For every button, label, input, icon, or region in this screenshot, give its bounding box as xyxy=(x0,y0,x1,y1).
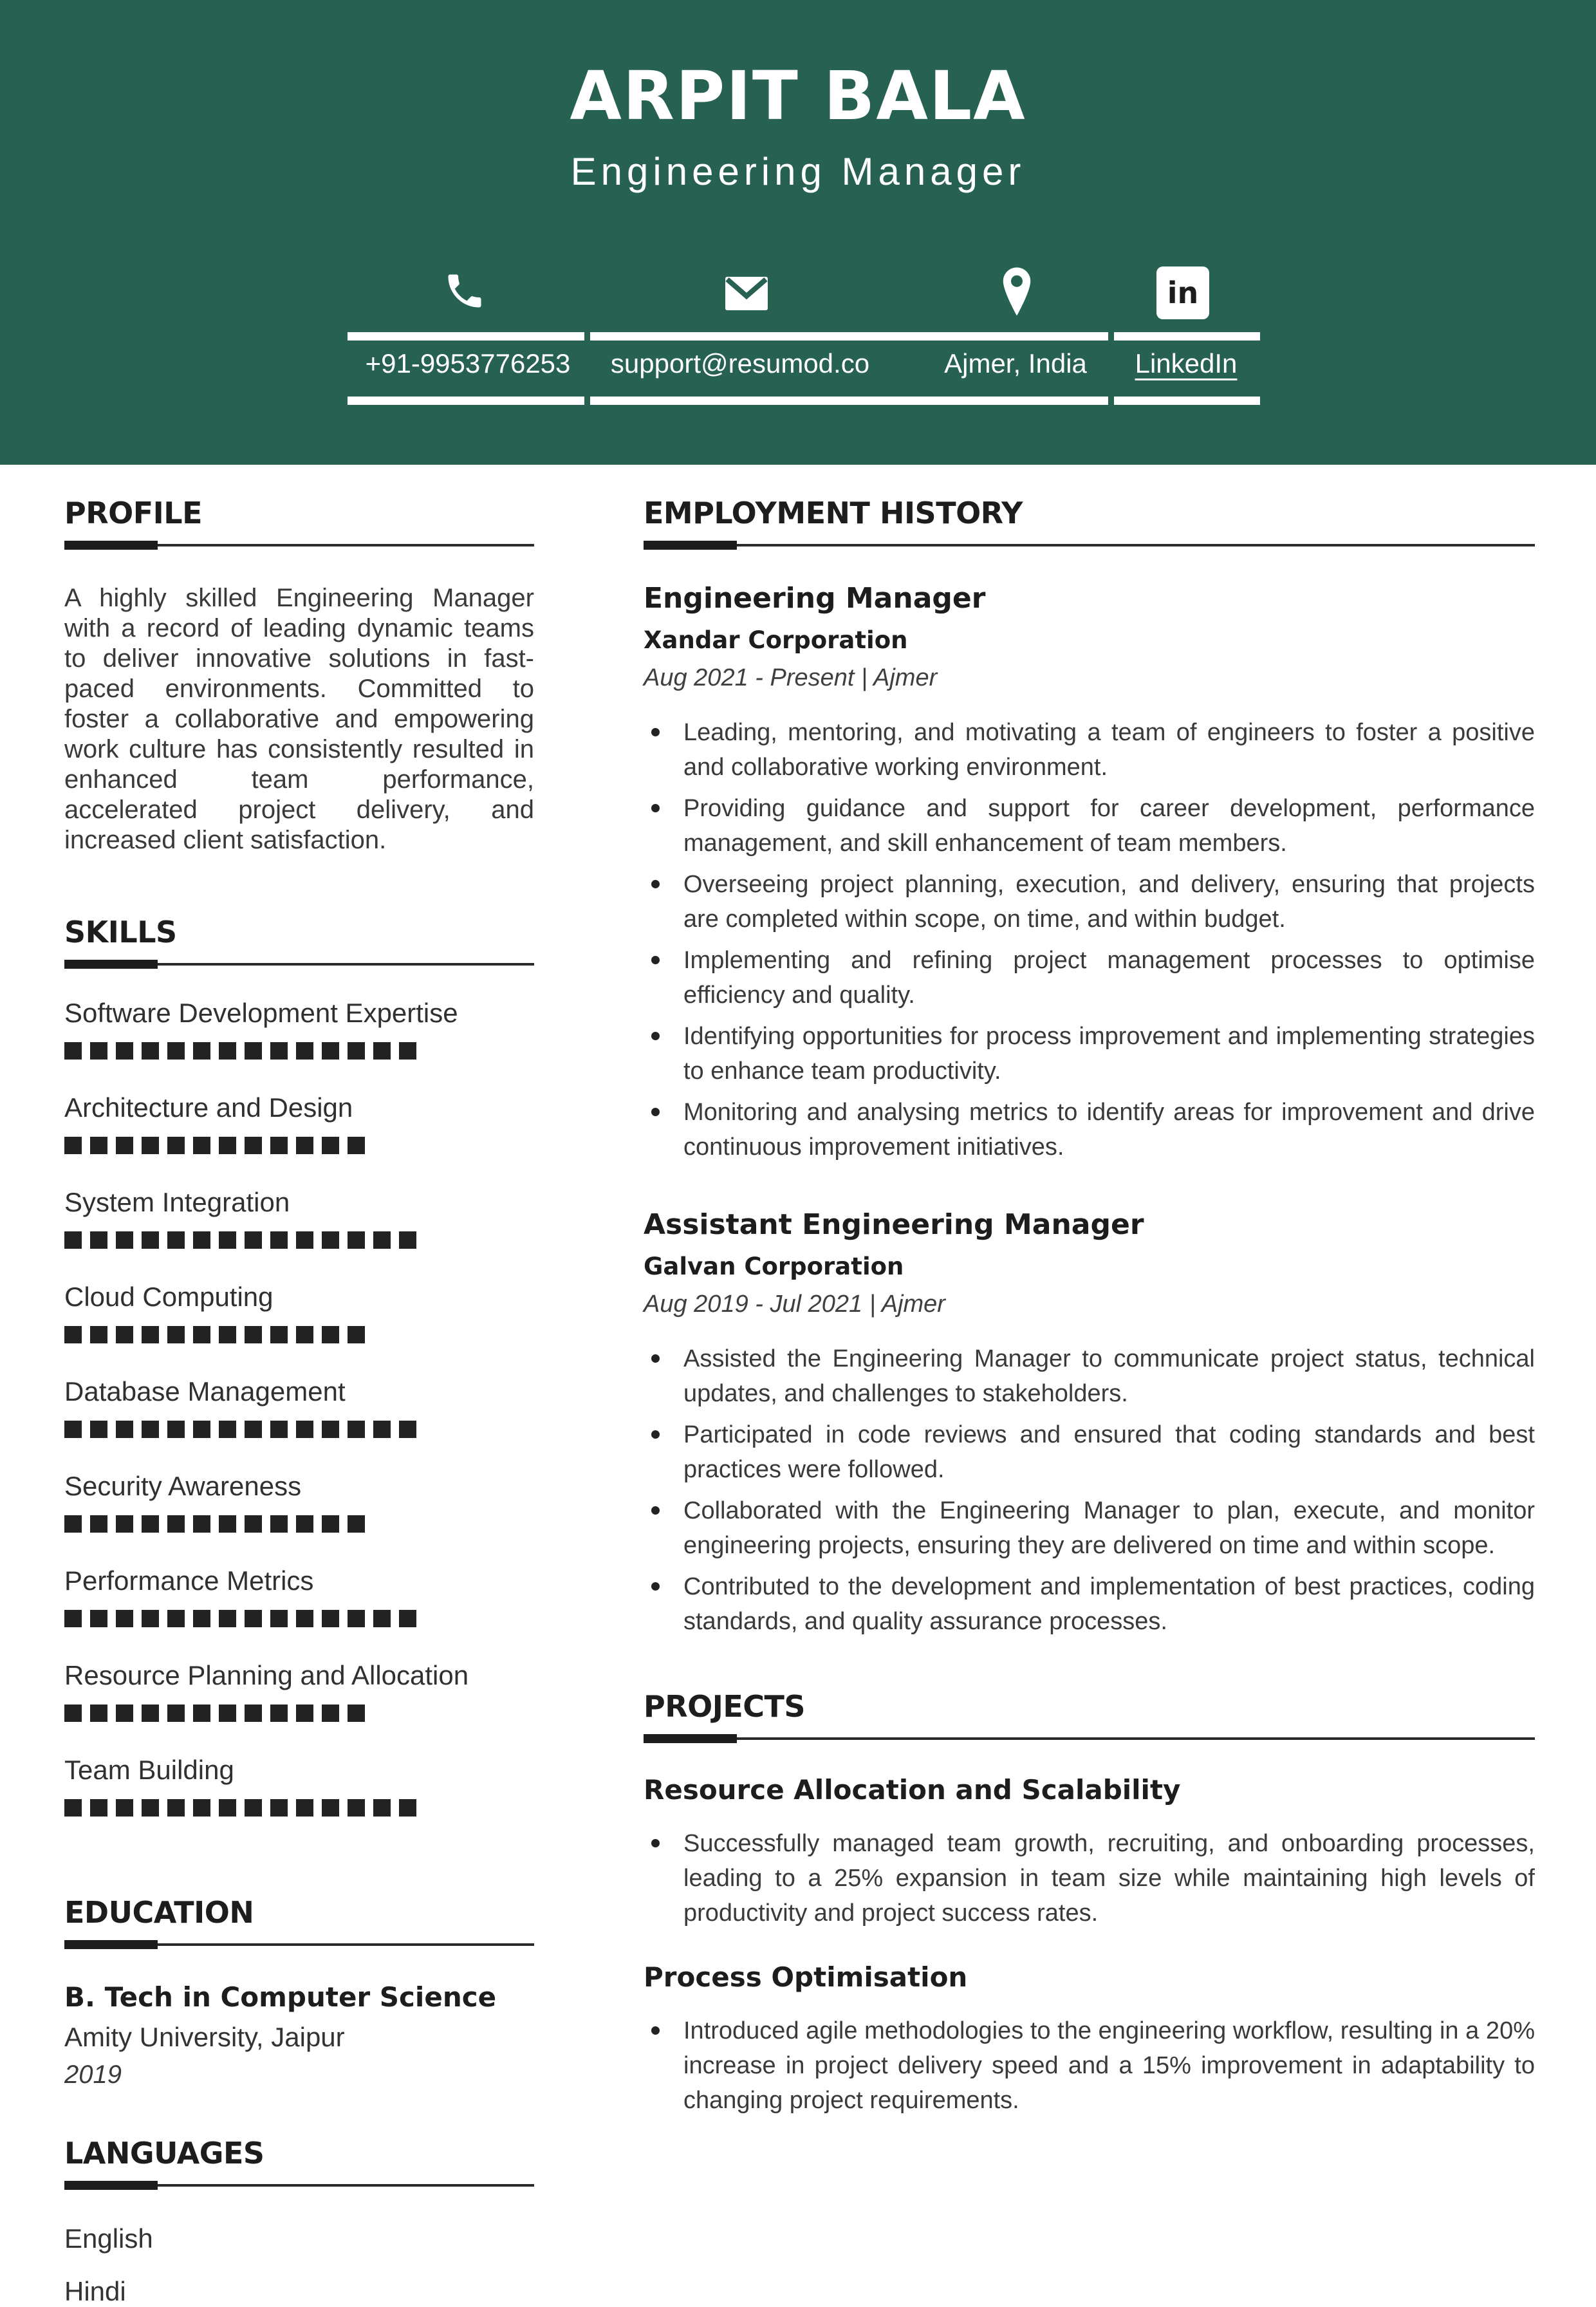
education-heading: EDUCATION xyxy=(64,1895,254,1930)
skill-square xyxy=(193,1231,210,1249)
skill-square xyxy=(348,1137,365,1154)
languages-section xyxy=(64,2136,534,2307)
skill-item xyxy=(64,1755,534,1826)
skill-square xyxy=(296,1326,313,1343)
skill-square xyxy=(270,1610,288,1627)
skill-square xyxy=(399,1799,416,1817)
bullet-item: Successfully managed team growth, recruiting, and onboarding processes, leading to a 25% expansion in team size while maintaining high levels of productivity and project success rates. xyxy=(644,1826,1535,1930)
skill-square xyxy=(270,1799,288,1817)
skill-square xyxy=(64,1231,82,1249)
skill-square xyxy=(90,1042,107,1060)
project-entry xyxy=(644,1774,1535,1930)
bullet-item: Overseeing project planning, execution, and delivery, ensuring that projects are completed within scope, on time, and within budget. xyxy=(644,867,1535,937)
skill-square xyxy=(322,1610,339,1627)
skill-square xyxy=(193,1326,210,1343)
skill-square xyxy=(270,1042,288,1060)
profile-section xyxy=(64,496,534,855)
skill-square xyxy=(167,1705,185,1722)
skill-square xyxy=(270,1515,288,1533)
skill-level-bar xyxy=(64,1799,534,1826)
skill-square xyxy=(116,1231,133,1249)
skill-square xyxy=(90,1421,107,1438)
employment-section xyxy=(644,496,1535,1639)
skill-square xyxy=(270,1421,288,1438)
skill-square xyxy=(219,1705,236,1722)
skills-heading: SKILLS xyxy=(64,915,177,949)
skill-square xyxy=(296,1799,313,1817)
skill-square xyxy=(219,1610,236,1627)
job-bullet-list xyxy=(644,1341,1535,1639)
skills-list xyxy=(64,998,534,1826)
skill-level-bar xyxy=(64,1137,534,1163)
heading-rule xyxy=(64,541,534,550)
job-entry xyxy=(644,1208,1535,1639)
job-entry xyxy=(644,582,1535,1164)
language-item: English xyxy=(64,2223,153,2254)
skill-level-bar xyxy=(64,1326,534,1352)
bullet-item: Implementing and refining project management processes to optimise efficiency and quality. xyxy=(644,943,1535,1013)
divider-line xyxy=(1114,332,1260,341)
languages-list xyxy=(64,2223,534,2307)
skill-square xyxy=(399,1231,416,1249)
skill-square xyxy=(90,1515,107,1533)
skill-square xyxy=(348,1515,365,1533)
skill-name: Security Awareness xyxy=(64,1471,302,1501)
skill-square xyxy=(167,1042,185,1060)
skill-square xyxy=(167,1515,185,1533)
skill-square xyxy=(219,1326,236,1343)
skill-square xyxy=(219,1231,236,1249)
skill-square xyxy=(142,1042,159,1060)
header-banner xyxy=(0,0,1596,465)
mail-icon xyxy=(725,277,768,310)
skill-square xyxy=(90,1326,107,1343)
projects-section xyxy=(644,1689,1535,2118)
skill-square xyxy=(348,1421,365,1438)
job-dates-location: Aug 2021 - Present | Ajmer xyxy=(644,664,938,691)
skill-square xyxy=(270,1326,288,1343)
profile-text: A highly skilled Engineering Manager with a record of leading dynamic teams to deliver innovative solutions in fast-paced environments. Committed to foster a collaborative and empowering work culture has consistently resulted in enhanced team performance, accelerated project delivery, and increased client satisfaction. xyxy=(64,584,534,854)
skill-square xyxy=(270,1137,288,1154)
skill-square xyxy=(245,1042,262,1060)
project-bullet-list xyxy=(644,2013,1535,2118)
skill-square xyxy=(245,1326,262,1343)
skill-square xyxy=(322,1137,339,1154)
skill-square xyxy=(296,1610,313,1627)
location-pin-icon xyxy=(998,266,1036,317)
job-title: Engineering Manager xyxy=(644,582,986,615)
employment-heading: EMPLOYMENT HISTORY xyxy=(644,496,1023,530)
skill-item xyxy=(64,1661,534,1731)
skill-square xyxy=(219,1515,236,1533)
skill-square xyxy=(116,1137,133,1154)
skill-square xyxy=(116,1326,133,1343)
job-dates-location: Aug 2019 - Jul 2021 | Ajmer xyxy=(644,1291,945,1318)
divider-line xyxy=(348,332,584,341)
bullet-item: Leading, mentoring, and motivating a team of engineers to foster a positive and collaborative working environment. xyxy=(644,715,1535,785)
skill-square xyxy=(167,1610,185,1627)
bullet-item: Participated in code reviews and ensured that coding standards and best practices were followed. xyxy=(644,1417,1535,1487)
skill-item xyxy=(64,1188,534,1258)
skill-square xyxy=(245,1421,262,1438)
project-entry xyxy=(644,1961,1535,2118)
skill-square xyxy=(245,1705,262,1722)
skill-square xyxy=(373,1799,391,1817)
skill-square xyxy=(296,1515,313,1533)
project-title: Process Optimisation xyxy=(644,1961,968,1993)
projects-list xyxy=(644,1774,1535,2118)
skill-square xyxy=(193,1042,210,1060)
skill-square xyxy=(193,1137,210,1154)
skill-square xyxy=(348,1326,365,1343)
skill-item xyxy=(64,1566,534,1636)
skill-item xyxy=(64,1093,534,1163)
skill-square xyxy=(219,1799,236,1817)
skill-level-bar xyxy=(64,1705,534,1731)
divider-line xyxy=(590,397,1108,405)
skills-section xyxy=(64,915,534,1826)
skill-square xyxy=(296,1705,313,1722)
skill-square xyxy=(270,1231,288,1249)
skill-square xyxy=(167,1231,185,1249)
skill-square xyxy=(142,1231,159,1249)
skill-square xyxy=(142,1705,159,1722)
skill-square xyxy=(90,1705,107,1722)
jobs-container xyxy=(644,582,1535,1639)
job-company: Galvan Corporation xyxy=(644,1253,904,1280)
skill-square xyxy=(348,1705,365,1722)
profile-heading: PROFILE xyxy=(64,496,203,530)
linkedin-icon-text: in xyxy=(1156,266,1209,319)
skill-square xyxy=(348,1042,365,1060)
skill-square xyxy=(64,1610,82,1627)
skill-name: Architecture and Design xyxy=(64,1092,353,1123)
skill-square xyxy=(90,1137,107,1154)
skill-square xyxy=(142,1326,159,1343)
person-title: Engineering Manager xyxy=(570,150,1026,193)
skill-square xyxy=(322,1326,339,1343)
skill-item xyxy=(64,1282,534,1352)
skill-level-bar xyxy=(64,1231,534,1258)
skill-square xyxy=(322,1231,339,1249)
skill-square xyxy=(193,1705,210,1722)
skill-square xyxy=(193,1515,210,1533)
skill-square xyxy=(142,1421,159,1438)
skill-square xyxy=(348,1799,365,1817)
skill-name: Software Development Expertise xyxy=(64,998,458,1028)
skill-square xyxy=(193,1799,210,1817)
skill-square xyxy=(193,1610,210,1627)
projects-heading: PROJECTS xyxy=(644,1689,806,1724)
skill-square xyxy=(167,1326,185,1343)
project-title: Resource Allocation and Scalability xyxy=(644,1774,1181,1806)
skill-square xyxy=(245,1610,262,1627)
contact-email: support@resumod.co xyxy=(610,348,870,378)
bullet-item: Contributed to the development and implementation of best practices, coding standards, and quality assurance processes. xyxy=(644,1569,1535,1639)
skill-square xyxy=(296,1421,313,1438)
skill-square xyxy=(245,1799,262,1817)
divider-line xyxy=(590,332,1108,341)
bullet-item: Monitoring and analysing metrics to identify areas for improvement and drive continuous improvement initiatives. xyxy=(644,1095,1535,1164)
skill-item xyxy=(64,998,534,1069)
skill-square xyxy=(245,1231,262,1249)
skill-level-bar xyxy=(64,1515,534,1542)
skill-square xyxy=(116,1799,133,1817)
skill-square xyxy=(245,1137,262,1154)
skill-square xyxy=(116,1515,133,1533)
divider-line xyxy=(1114,397,1260,405)
skill-square xyxy=(90,1231,107,1249)
skill-square xyxy=(296,1137,313,1154)
skill-square xyxy=(167,1421,185,1438)
right-column xyxy=(644,496,1535,2307)
skill-square xyxy=(142,1137,159,1154)
skill-square xyxy=(399,1421,416,1438)
skill-square xyxy=(90,1799,107,1817)
skill-name: Performance Metrics xyxy=(64,1565,314,1596)
skill-square xyxy=(142,1515,159,1533)
bullet-item: Introduced agile methodologies to the engineering workflow, resulting in a 20% increase in project delivery speed and a 15% improvement in adaptability to changing project requirements. xyxy=(644,2013,1535,2118)
skill-level-bar xyxy=(64,1421,534,1447)
education-year: 2019 xyxy=(64,2060,122,2089)
skill-square xyxy=(219,1042,236,1060)
job-bullet-list xyxy=(644,715,1535,1164)
skill-name: Resource Planning and Allocation xyxy=(64,1660,469,1690)
heading-rule xyxy=(644,541,1535,550)
skill-square xyxy=(64,1326,82,1343)
skill-square xyxy=(116,1610,133,1627)
skill-square xyxy=(64,1515,82,1533)
skill-square xyxy=(399,1042,416,1060)
language-item: Hindi xyxy=(64,2276,126,2306)
languages-heading: LANGUAGES xyxy=(64,2136,264,2171)
skill-square xyxy=(193,1421,210,1438)
skill-level-bar xyxy=(64,1610,534,1636)
skill-square xyxy=(219,1137,236,1154)
heading-rule xyxy=(64,960,534,969)
skill-square xyxy=(142,1610,159,1627)
content-area xyxy=(0,465,1596,2307)
job-company: Xandar Corporation xyxy=(644,626,908,654)
left-column xyxy=(64,496,534,2307)
skill-square xyxy=(348,1231,365,1249)
project-bullet-list xyxy=(644,1826,1535,1930)
heading-rule xyxy=(64,1940,534,1949)
skill-name: Cloud Computing xyxy=(64,1282,274,1312)
skill-square xyxy=(116,1421,133,1438)
job-title: Assistant Engineering Manager xyxy=(644,1208,1144,1241)
skill-square xyxy=(322,1042,339,1060)
skill-square xyxy=(322,1515,339,1533)
skill-square xyxy=(373,1042,391,1060)
education-section xyxy=(64,1895,534,2089)
skill-square xyxy=(90,1610,107,1627)
contact-linkedin-link[interactable]: LinkedIn xyxy=(1135,348,1238,378)
contact-location: Ajmer, India xyxy=(944,348,1087,378)
education-school: Amity University, Jaipur xyxy=(64,2022,345,2052)
skill-name: Team Building xyxy=(64,1755,234,1785)
education-degree: B. Tech in Computer Science xyxy=(64,1981,497,2013)
skill-square xyxy=(219,1421,236,1438)
skill-square xyxy=(64,1705,82,1722)
bullet-item: Collaborated with the Engineering Manager to plan, execute, and monitor engineering projects, ensuring they are delivered on time and within scope. xyxy=(644,1493,1535,1563)
bullet-item: Identifying opportunities for process improvement and implementing strategies to enhance team productivity. xyxy=(644,1019,1535,1088)
skill-square xyxy=(64,1799,82,1817)
divider-line xyxy=(348,397,584,405)
heading-rule xyxy=(644,1734,1535,1743)
skill-square xyxy=(373,1231,391,1249)
skill-square xyxy=(348,1610,365,1627)
skill-square xyxy=(322,1705,339,1722)
skill-square xyxy=(167,1799,185,1817)
skill-level-bar xyxy=(64,1042,534,1069)
skill-square xyxy=(373,1610,391,1627)
skill-square xyxy=(270,1705,288,1722)
heading-rule xyxy=(64,2181,534,2190)
skill-square xyxy=(167,1137,185,1154)
skill-item xyxy=(64,1471,534,1542)
phone-icon xyxy=(443,269,487,313)
bullet-item: Providing guidance and support for career development, performance management, and skill enhancement of team members. xyxy=(644,791,1535,861)
skill-square xyxy=(399,1610,416,1627)
skill-square xyxy=(64,1137,82,1154)
skill-square xyxy=(116,1042,133,1060)
contact-phone: +91-9953776253 xyxy=(365,348,571,378)
skill-square xyxy=(322,1421,339,1438)
skill-square xyxy=(245,1515,262,1533)
skill-square xyxy=(296,1042,313,1060)
skill-square xyxy=(116,1705,133,1722)
skill-square xyxy=(373,1421,391,1438)
skill-square xyxy=(322,1799,339,1817)
skill-square xyxy=(142,1799,159,1817)
skill-name: System Integration xyxy=(64,1187,290,1217)
person-name: ARPIT BALA xyxy=(570,57,1026,135)
skill-item xyxy=(64,1377,534,1447)
skill-name: Database Management xyxy=(64,1376,346,1406)
skill-square xyxy=(296,1231,313,1249)
skill-square xyxy=(64,1421,82,1438)
skill-square xyxy=(64,1042,82,1060)
linkedin-icon xyxy=(1156,266,1209,319)
bullet-item: Assisted the Engineering Manager to communicate project status, technical updates, and challenges to stakeholders. xyxy=(644,1341,1535,1411)
